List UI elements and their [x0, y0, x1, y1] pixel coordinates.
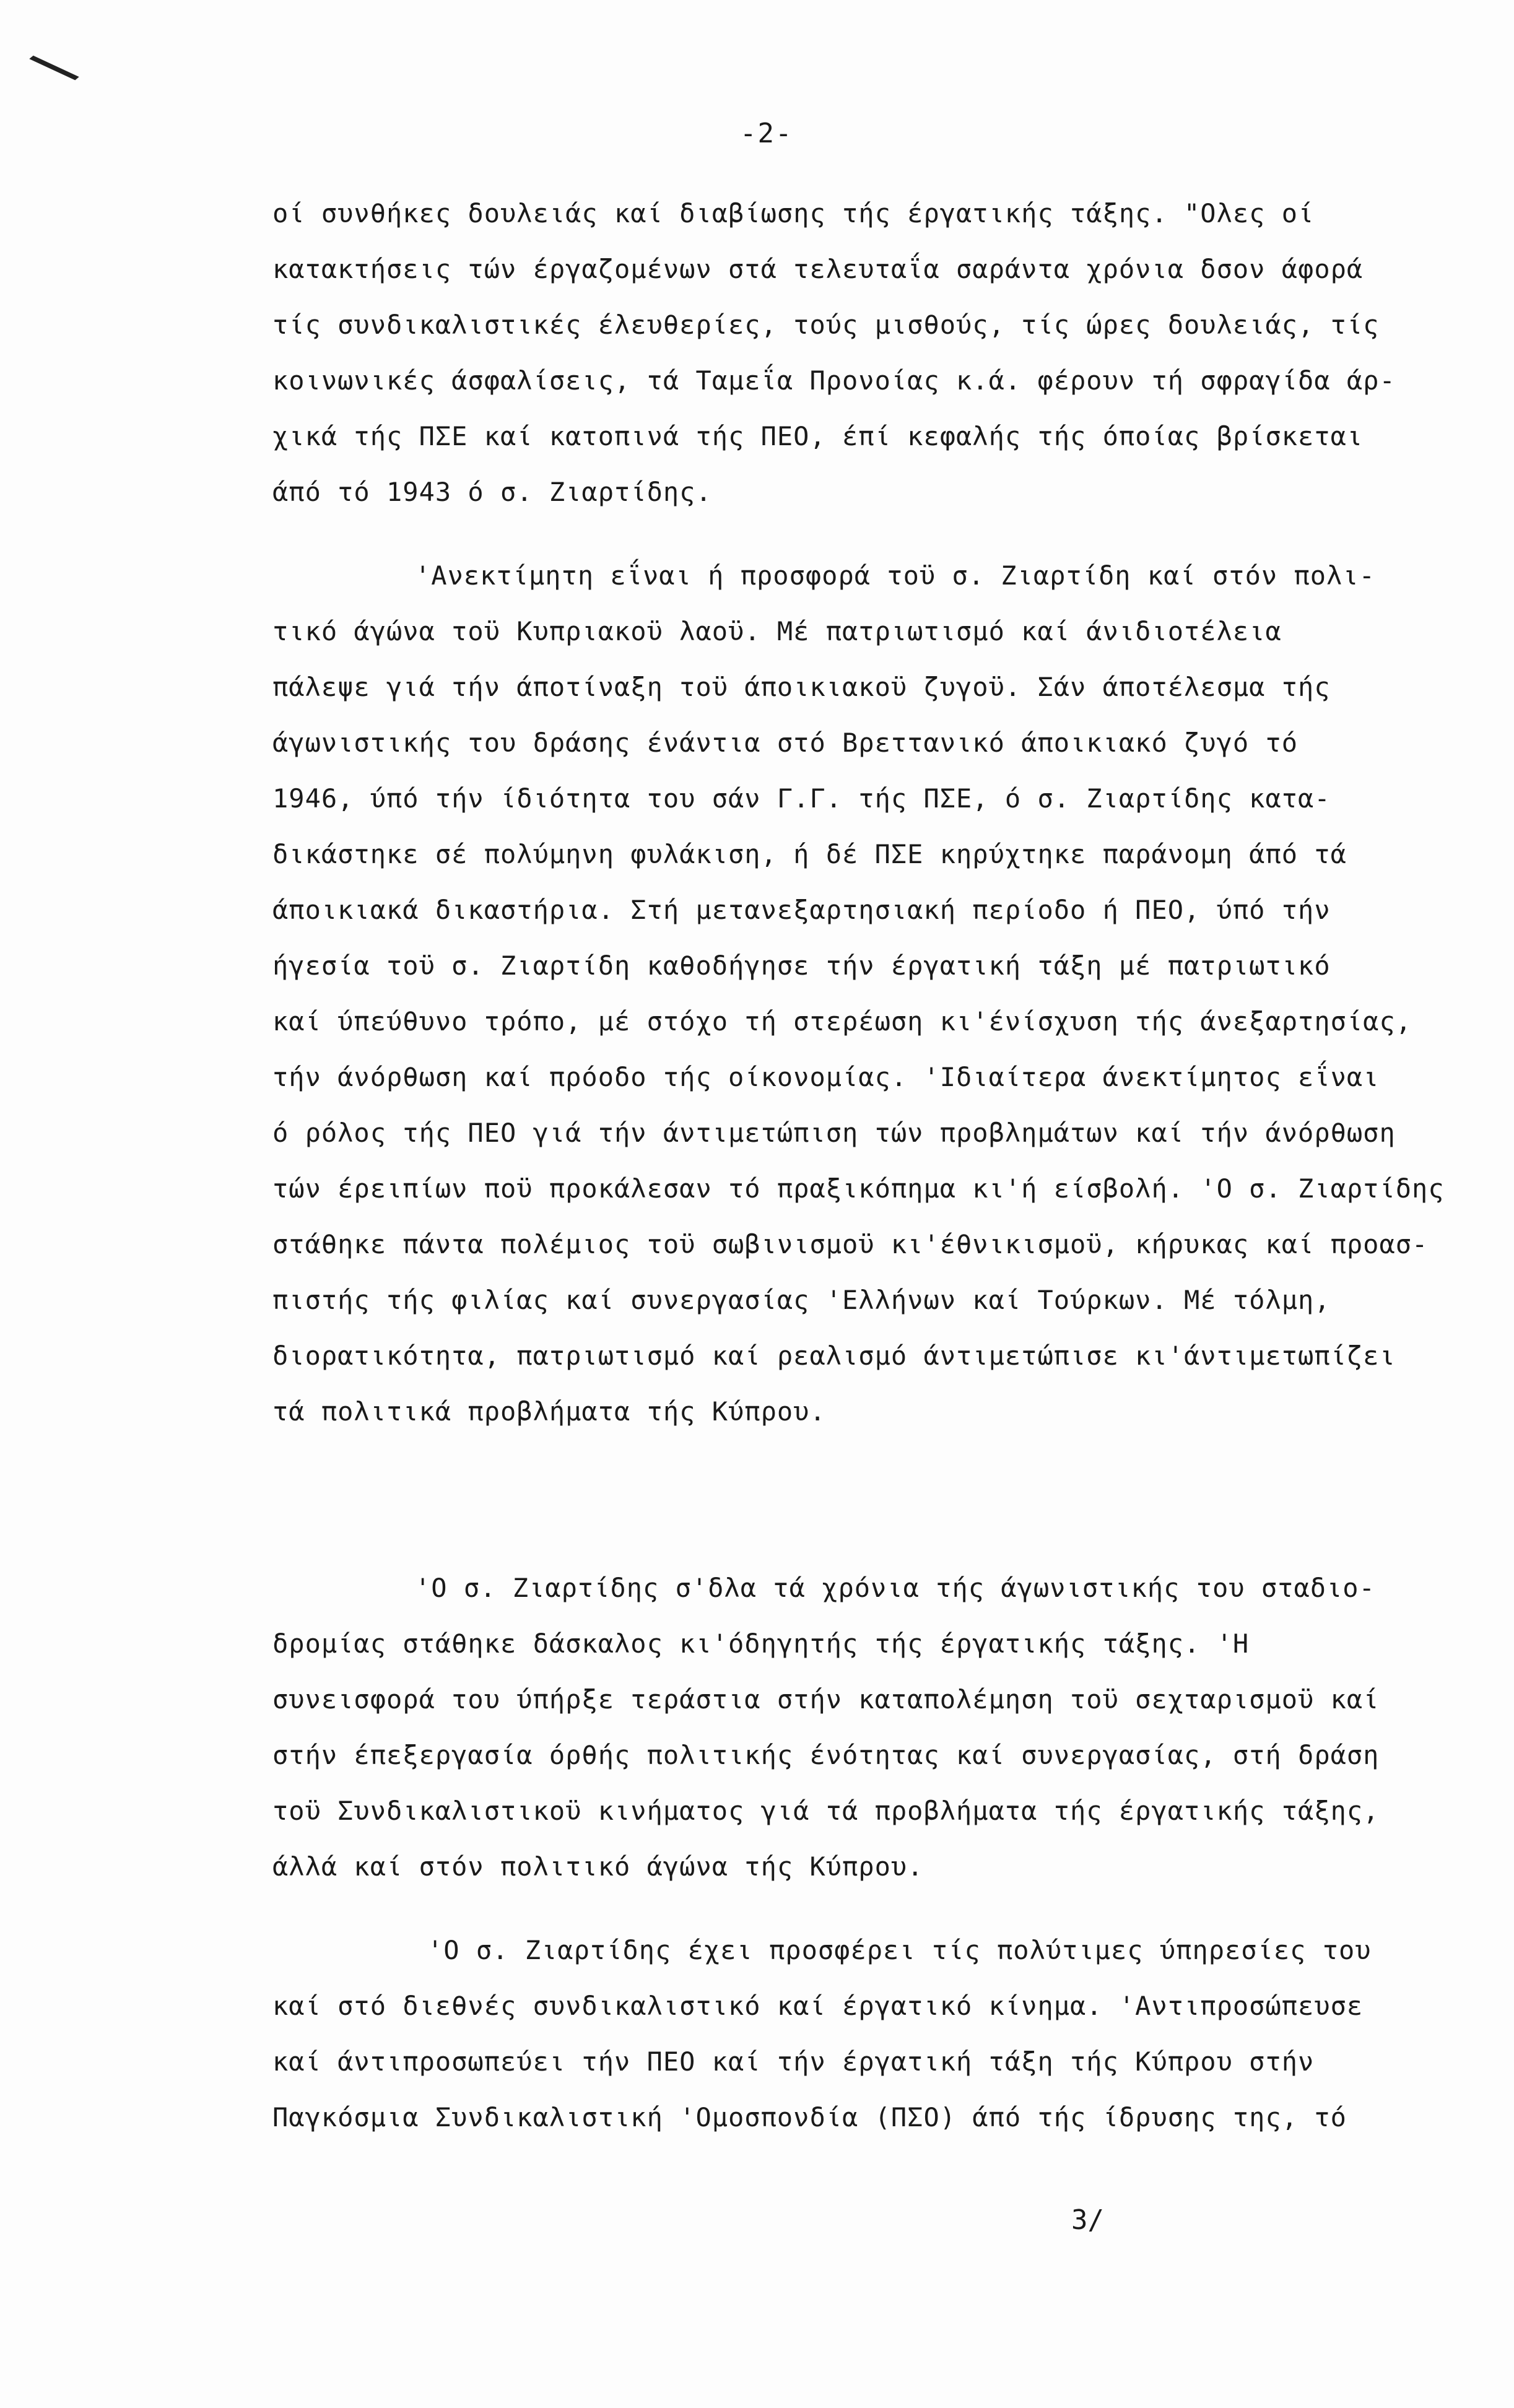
text-line: οί συνθήκες δουλειάς καί διαβίωσης τής έργατικής τάξης. "Ολες οί	[272, 198, 1315, 228]
paragraph-3	[272, 1560, 1381, 1895]
text-line: χικά τής ΠΣΕ καί κατοπινά τής ΠΕΟ, έπί κεφαλής τής όποίας βρίσκεται	[272, 421, 1364, 451]
text-line: ήγεσία τοϋ σ. Ζιαρτίδη καθοδήγησε τήν έργατική τάξη μέ πατριωτικό	[272, 950, 1331, 981]
corner-handwritten-mark: \	[20, 30, 88, 103]
text-line: τικό άγώνα τοϋ Κυπριακοϋ λαοϋ. Μέ πατριωτισμό καί άνιδιοτέλεια	[272, 616, 1282, 646]
text-line: άγωνιστικής του δράσης ένάντια στό Βρεττανικό άποικιακό ζυγό τό	[272, 728, 1299, 758]
text-line: τοϋ Συνδικαλιστικοϋ κινήματος γιά τά προβλήματα τής έργατικής τάξης,	[272, 1796, 1380, 1826]
text-line: τά πολιτικά προβλήματα τής Κύπρου.	[272, 1396, 826, 1427]
text-line: στήν έπεξεργασία όρθής πολιτικής ένότητας καί συνεργασίας, στή δράση	[272, 1740, 1380, 1770]
text-line: στάθηκε πάντα πολέμιος τοϋ σωβινισμοϋ κι'έθνικισμοϋ, κήρυκας καί προασ-	[272, 1229, 1429, 1259]
text-line: 'Ο σ. Ζιαρτίδης σ'δλα τά χρόνια τής άγωνιστικής του σταδιο-	[415, 1573, 1375, 1603]
text-line: καί ύπεύθυνο τρόπο, μέ στόχο τή στερέωση κι'ένίσχυση τής άνεξαρτησίας,	[272, 1006, 1412, 1037]
text-line: άπό τό 1943 ό σ. Ζιαρτίδης.	[272, 477, 712, 507]
text-line: καί άντιπροσωπεύει τήν ΠΕΟ καί τήν έργατική τάξη τής Κύπρου στήν	[272, 2046, 1315, 2077]
paragraph-4	[272, 1923, 1381, 2145]
text-line: πιστής τής φιλίας καί συνεργασίας 'Ελλήνων καί Τούρκων. Μέ τόλμη,	[272, 1285, 1331, 1315]
paragraph-2	[272, 548, 1445, 1440]
body-text	[272, 186, 1445, 2145]
text-line: συνεισφορά του ύπήρξε τεράστια στήν καταπολέμηση τοϋ σεχταρισμοϋ καί	[272, 1684, 1380, 1715]
page-number: -2-	[740, 118, 793, 149]
text-line: 'Ανεκτίμητη εΐναι ή προσφορά τοϋ σ. Ζιαρτίδη καί στόν πολι-	[415, 560, 1375, 591]
text-line: τήν άνόρθωση καί πρόοδο τής οίκονομίας. 'Ιδιαίτερα άνεκτίμητος εΐναι	[272, 1062, 1380, 1092]
text-line: κατακτήσεις τών έργαζομένων στά τελευταΐα σαράντα χρόνια δσον άφορά	[272, 254, 1364, 284]
text-line: άποικιακά δικαστήρια. Στή μετανεξαρτησιακή περίοδο ή ΠΕΟ, ύπό τήν	[272, 895, 1331, 925]
text-line: 1946, ύπό τήν ίδιότητα του σάν Γ.Γ. τής ΠΣΕ, ό σ. Ζιαρτίδης κατα-	[272, 783, 1331, 814]
text-line: δικάστηκε σέ πολύμηνη φυλάκιση, ή δέ ΠΣΕ κηρύχτηκε παράνομη άπό τά	[272, 839, 1347, 869]
text-line: πάλεψε γιά τήν άποτίναξη τοϋ άποικιακοϋ ζυγοϋ. Σάν άποτέλεσμα τής	[272, 672, 1331, 702]
text-line: Παγκόσμια Συνδικαλιστική 'Ομοσπονδία (ΠΣΟ) άπό τής ίδρυσης της, τό	[272, 2102, 1347, 2132]
text-line: δρομίας στάθηκε δάσκαλος κι'όδηγητής τής έργατικής τάξης. 'Η	[272, 1628, 1250, 1659]
text-line: άλλά καί στόν πολιτικό άγώνα τής Κύπρου.	[272, 1851, 924, 1882]
text-line: 'Ο σ. Ζιαρτίδης έχει προσφέρει τίς πολύτιμες ύπηρεσίες του	[427, 1935, 1372, 1965]
continuation-marker: 3/	[1071, 2204, 1104, 2236]
text-line: ό ρόλος τής ΠΕΟ γιά τήν άντιμετώπιση τών προβλημάτων καί τήν άνόρθωση	[272, 1118, 1396, 1148]
text-line: κοινωνικές άσφαλίσεις, τά Ταμεΐα Προνοίας κ.ά. φέρουν τή σφραγίδα άρ-	[272, 365, 1396, 396]
text-line: τίς συνδικαλιστικές έλευθερίες, τούς μισθούς, τίς ώρες δουλειάς, τίς	[272, 310, 1380, 340]
text-line: τών έρειπίων ποϋ προκάλεσαν τό πραξικόπημα κι'ή είσβολή. 'Ο σ. Ζιαρτίδης	[272, 1173, 1445, 1204]
text-line: διορατικότητα, πατριωτισμό καί ρεαλισμό άντιμετώπισε κι'άντιμετωπίζει	[272, 1341, 1396, 1371]
paragraph-1	[272, 186, 1396, 520]
text-line: καί στό διεθνές συνδικαλιστικό καί έργατικό κίνημα. 'Αντιπροσώπευσε	[272, 1991, 1364, 2021]
